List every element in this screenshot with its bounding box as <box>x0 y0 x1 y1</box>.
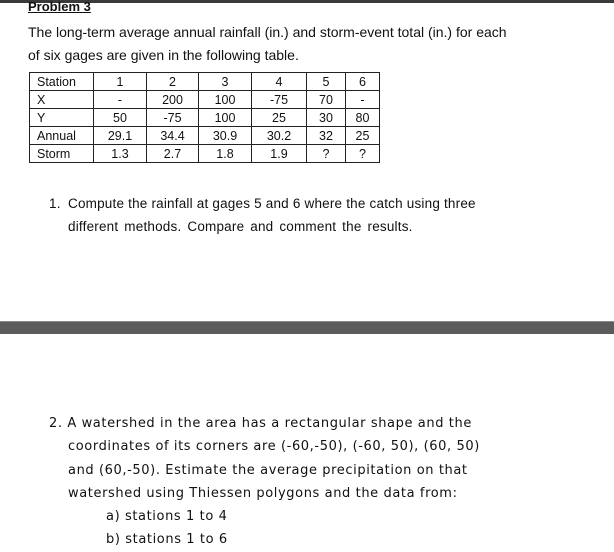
row-label: Storm <box>30 145 94 163</box>
question-line: Compute the rainfall at gages 5 and 6 where the catch using three <box>68 196 476 211</box>
column-header: 1 <box>94 73 147 91</box>
question-option: a) stations 1 to 4 <box>106 509 228 525</box>
table-cell: 2.7 <box>147 145 199 163</box>
table-row <box>30 91 380 109</box>
table-cell: 80 <box>346 109 380 127</box>
column-header: 3 <box>199 73 252 91</box>
table-cell: 30.2 <box>252 127 307 145</box>
question-line: watershed using Thiessen polygons and the data from: <box>68 485 458 501</box>
gage-data-table <box>29 72 380 163</box>
column-header: 4 <box>252 73 307 91</box>
table-cell: 1.8 <box>199 145 252 163</box>
table-cell: 70 <box>307 91 346 109</box>
table-cell: 34.4 <box>147 127 199 145</box>
table-cell: -75 <box>147 109 199 127</box>
question-option: b) stations 1 to 6 <box>106 532 228 548</box>
table-cell: 100 <box>199 109 252 127</box>
table-cell: 100 <box>199 91 252 109</box>
intro-line: The long-term average annual rainfall (in.) and storm-event total (in.) for each <box>28 24 507 40</box>
table-cell: 30 <box>307 109 346 127</box>
table-cell: 50 <box>94 109 147 127</box>
column-header: 2 <box>147 73 199 91</box>
column-header: 6 <box>346 73 380 91</box>
row-label: X <box>30 91 94 109</box>
table-cell: - <box>346 91 380 109</box>
problem-heading: Problem 3 <box>28 0 91 14</box>
table-header-row <box>30 73 380 91</box>
question-line <box>49 412 539 435</box>
row-label: Y <box>30 109 94 127</box>
table-row <box>30 109 380 127</box>
table-cell: 32 <box>307 127 346 145</box>
row-label: Annual <box>30 127 94 145</box>
table-cell: ? <box>307 145 346 163</box>
table-cell: 1.9 <box>252 145 307 163</box>
table-row <box>30 145 380 163</box>
intro-line: of six gages are given in the following table. <box>28 47 299 63</box>
table-cell: 29.1 <box>94 127 147 145</box>
question-text: A watershed in the area has a rectangular shape and the <box>67 416 472 431</box>
question-number: 2. <box>49 416 63 431</box>
top-rule <box>0 0 614 3</box>
table-cell: 200 <box>147 91 199 109</box>
column-header: 5 <box>307 73 346 91</box>
table-cell: 25 <box>346 127 380 145</box>
table-cell: 25 <box>252 109 307 127</box>
table-row <box>30 127 380 145</box>
table-cell: - <box>94 91 147 109</box>
question-number: 1. <box>49 196 61 211</box>
question-line: coordinates of its corners are (-60,-50), (-60, 50), (60, 50) <box>68 439 480 455</box>
table-cell: 1.3 <box>94 145 147 163</box>
question-line: and (60,-50). Estimate the average precipitation on that <box>68 462 468 478</box>
problem-intro <box>28 21 548 67</box>
document-page-2 <box>0 334 614 548</box>
page-break <box>0 322 614 334</box>
question-1 <box>49 192 549 238</box>
table-cell: -75 <box>252 91 307 109</box>
column-header: Station <box>30 73 94 91</box>
table-cell: ? <box>346 145 380 163</box>
question-line: different methods. Compare and comment the results. <box>68 219 413 234</box>
question-2 <box>49 412 539 552</box>
table-cell: 30.9 <box>199 127 252 145</box>
